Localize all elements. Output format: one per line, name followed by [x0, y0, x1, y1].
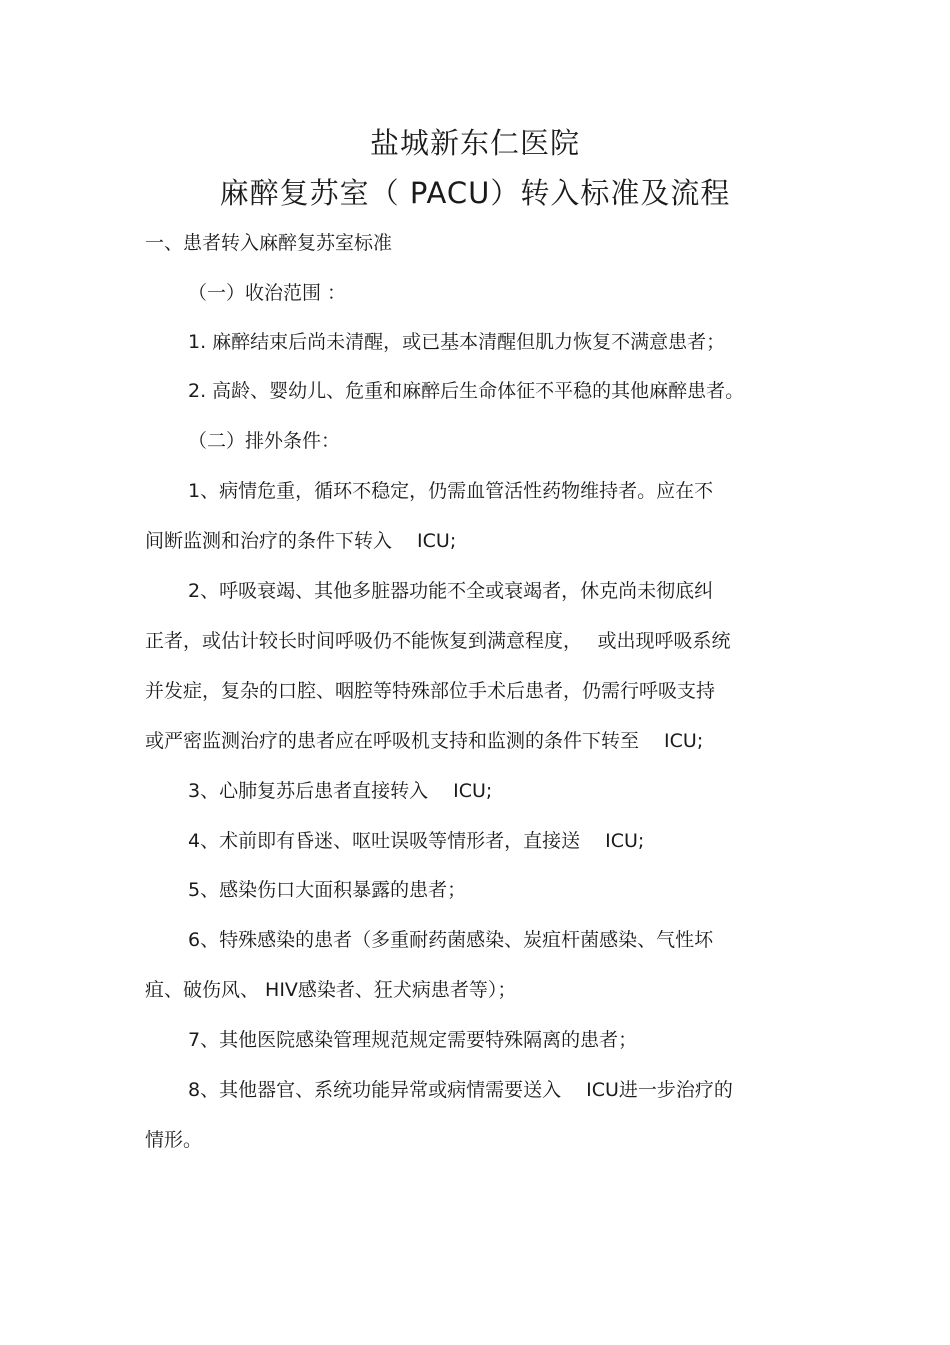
- exclusion-item: 5、感染伤口大面积暴露的患者；: [188, 879, 467, 901]
- subsection-heading: （一）收治范围 ：: [188, 282, 347, 304]
- document-title: 麻醉复苏室（ PACU）转入标准及流程: [219, 176, 731, 210]
- exclusion-item-continued: 并发症，复杂的口腔、咽腔等特殊部位手术后患者，仍需行呼吸支持: [145, 680, 716, 702]
- exclusion-item-continued: 或严密监测治疗的患者应在呼吸机支持和监测的条件下转至 ICU;: [145, 730, 704, 752]
- criteria-item: 2. 高龄、婴幼儿、危重和麻醉后生命体征不平稳的其他麻醉患者。: [188, 380, 745, 402]
- exclusion-item-continued: 间断监测和治疗的条件下转入 ICU;: [145, 530, 457, 552]
- exclusion-item: 2、呼吸衰竭、其他多脏器功能不全或衰竭者，休克尚未彻底纠: [188, 580, 714, 602]
- section-heading: 一、患者转入麻醉复苏室标准: [145, 232, 393, 254]
- subsection-heading: （二）排外条件：: [188, 430, 341, 452]
- exclusion-item: 1、病情危重，循环不稳定，仍需血管活性药物维持者。应在不: [188, 480, 714, 502]
- criteria-item: 1. 麻醉结束后尚未清醒，或已基本清醒但肌力恢复不满意患者；: [188, 331, 726, 353]
- hospital-title: 盐城新东仁医院: [369, 126, 580, 160]
- exclusion-item: 4、术前即有昏迷、呕吐误吸等情形者，直接送 ICU;: [188, 830, 645, 852]
- exclusion-item: 3、心肺复苏后患者直接转入 ICU;: [188, 780, 493, 802]
- exclusion-item-continued: 情形。: [145, 1129, 203, 1151]
- exclusion-item-continued: 疽、破伤风、 HIV感染者、狂犬病患者等）；: [145, 979, 517, 1001]
- exclusion-item: 6、特殊感染的患者（多重耐药菌感染、炭疽杆菌感染、气性坏: [188, 929, 714, 951]
- exclusion-item: 8、其他器官、系统功能异常或病情需要送入 ICU进一步治疗的: [188, 1079, 733, 1101]
- exclusion-item-continued: 正者，或估计较长时间呼吸仍不能恢复到满意程度， 或出现呼吸系统: [145, 630, 731, 652]
- exclusion-item: 7、其他医院感染管理规范规定需要特殊隔离的患者；: [188, 1029, 638, 1051]
